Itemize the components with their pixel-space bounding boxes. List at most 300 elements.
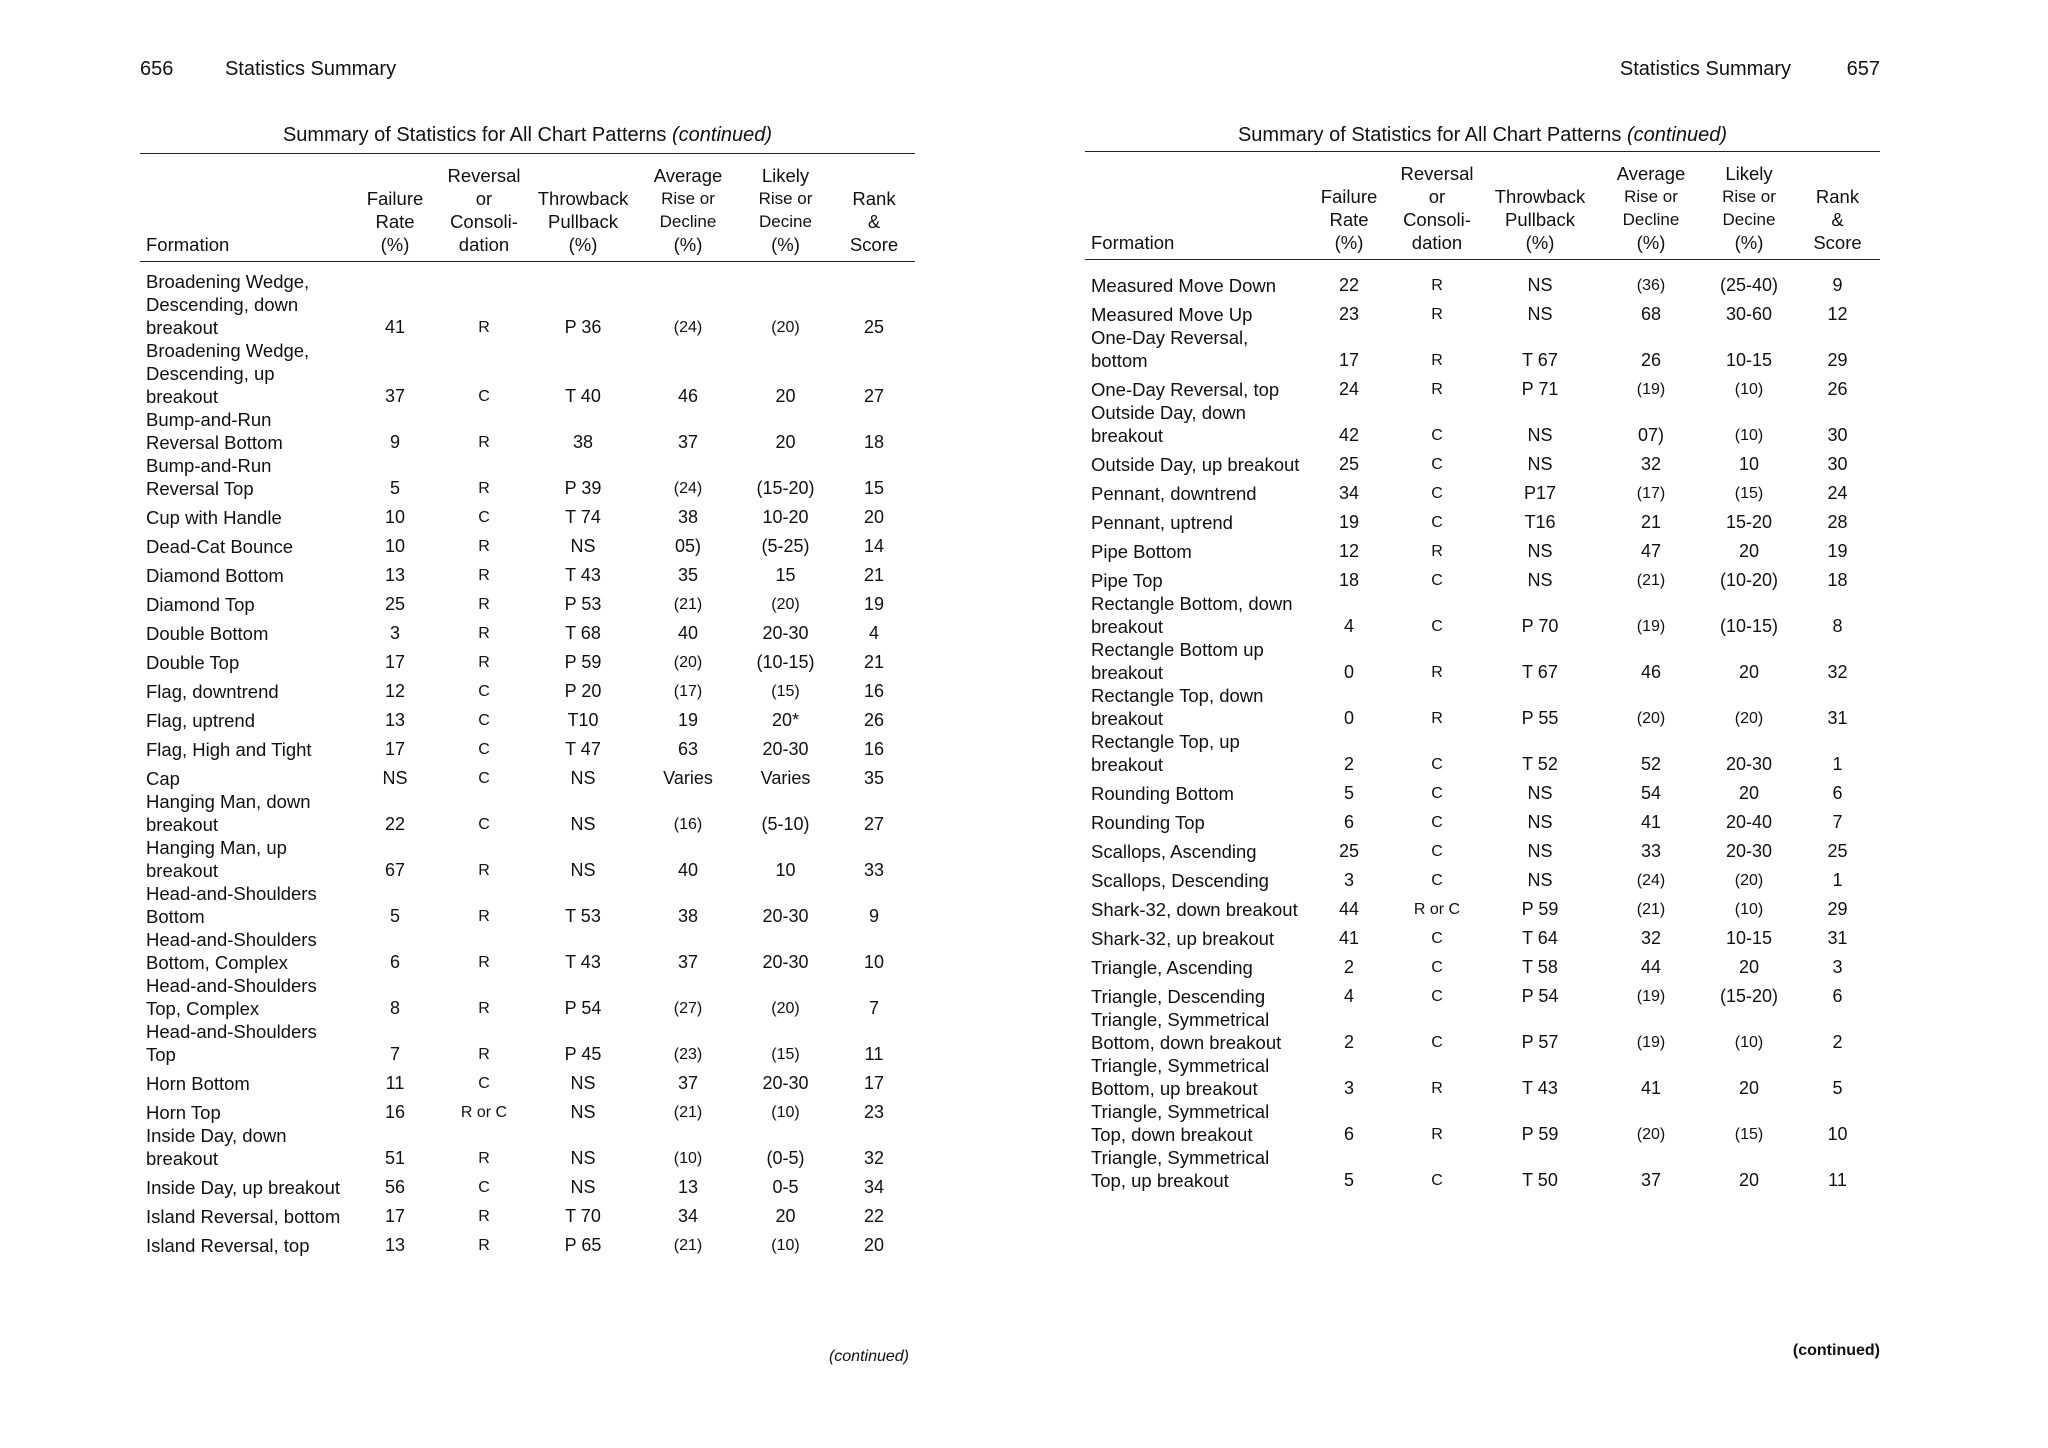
table-row [1085,805,1880,834]
likely-rise-decline-cell: (20) [1734,710,1764,727]
table-row [140,761,915,790]
average-rise-decline-cell: (21) [1636,901,1666,918]
header-row [140,154,915,262]
table-row [1085,401,1880,447]
failure-rate-cell: 13 [384,710,406,730]
rank-score-cell: 18 [863,432,885,452]
average-rise-decline-cell: (21) [673,1104,703,1121]
failure-rate-cell: 41 [1338,928,1360,948]
table-row [140,339,915,408]
likely-rise-decline-cell: 15-20 [1725,512,1773,532]
failure-rate-cell: 11 [385,1073,405,1093]
failure-rate-cell: 16 [384,1102,406,1122]
rank-score-cell: 30 [1827,425,1848,445]
reversal-or-consolidation-cell: C [1431,514,1443,531]
failure-rate-cell: 3 [389,623,400,643]
table-row [140,1020,915,1066]
rank-score-cell: 25 [1827,841,1848,861]
header-failure-rate [1305,152,1393,260]
rank-score-cell: 6 [1832,783,1843,803]
throwback-pullback-cell: P17 [1523,483,1557,503]
failure-rate-cell: 4 [1343,616,1354,636]
reversal-or-consolidation-cell: C [478,816,490,833]
failure-rate-cell: 5 [389,478,400,498]
header-line: (%) [1636,232,1666,253]
average-rise-decline-cell: (19) [1636,1034,1666,1051]
throwback-pullback-cell: NS [1527,304,1553,324]
likely-rise-decline-cell: (20) [771,319,800,336]
throwback-pullback-cell: NS [1527,870,1553,890]
likely-rise-decline-cell: (10) [1734,381,1764,398]
table-row [1085,326,1880,372]
formation-name: Triangle, Symmetrical Top, down breakout [1091,1101,1270,1145]
rank-score-cell: 2 [1832,1032,1843,1052]
throwback-pullback-cell: T 43 [565,565,601,585]
rank-score-cell: 29 [1827,899,1848,919]
likely-rise-decline-cell: 20 [1738,957,1760,977]
average-rise-decline-cell: 19 [677,710,699,730]
reversal-or-consolidation-cell: R [478,567,490,584]
formation-name: Head-and-Shoulders Top, Complex [146,975,317,1019]
header-failure-rate [350,154,440,262]
table-row [1085,1100,1880,1146]
likely-rise-decline-cell: 20-30 [762,906,809,926]
throwback-pullback-cell: T 43 [1522,1078,1558,1098]
reversal-or-consolidation-cell: R [1431,1080,1443,1097]
average-rise-decline-cell: 37 [1640,1170,1662,1190]
formation-name: Broadening Wedge, Descending, down breakout [146,271,310,338]
throwback-pullback-cell: P 20 [564,681,602,701]
failure-rate-cell: 2 [1343,957,1354,977]
header-line: (%) [1734,232,1764,253]
failure-rate-cell: 4 [1343,986,1354,1006]
likely-rise-decline-cell: (10-20) [1719,570,1779,590]
page-number: 657 [1846,58,1880,80]
rank-score-cell: 19 [863,594,885,614]
formation-name: Inside Day, down breakout [146,1125,287,1169]
formation-name: Triangle, Symmetrical Top, up breakout [1091,1147,1270,1191]
throwback-pullback-cell: P 59 [1521,1124,1559,1144]
average-rise-decline-cell: (17) [673,683,703,700]
reversal-or-consolidation-cell: R [1431,352,1443,369]
failure-rate-cell: 0 [1343,708,1354,728]
average-rise-decline-cell: 21 [1640,512,1662,532]
failure-rate-cell: 25 [1338,841,1360,861]
failure-rate-cell: 17 [384,739,406,759]
throwback-pullback-cell: NS [570,860,596,880]
formation-name: Rectangle Bottom, down breakout [1091,593,1293,637]
failure-rate-cell: 17 [384,1206,406,1226]
reversal-or-consolidation-cell: C [1431,572,1443,589]
formation-name: Head-and-Shoulders Top [146,1021,317,1065]
rank-score-cell: 34 [863,1177,885,1197]
header-line: Rise or [758,189,813,208]
throwback-pullback-cell: T 43 [565,952,601,972]
header-line: Decine [759,212,812,231]
average-rise-decline-cell: 68 [1640,304,1662,324]
formation-name: Dead-Cat Bounce [146,536,294,557]
formation-name: Diamond Bottom [146,565,284,586]
likely-rise-decline-cell: (20) [771,596,800,613]
reversal-or-consolidation-cell: C [478,712,490,729]
likely-rise-decline-cell: 20 [1738,783,1760,803]
header-line: Reversal [1400,163,1474,184]
running-head [1620,58,1880,81]
reversal-or-consolidation-cell: R [1431,664,1443,681]
table-row [1085,592,1880,638]
reversal-or-consolidation-cell: R [478,954,490,971]
header-throwback-pullback [528,154,638,262]
table-row [1085,921,1880,950]
rank-score-cell: 27 [863,814,885,834]
formation-name: Pennant, uptrend [1091,512,1233,533]
likely-rise-decline-cell: (10) [1734,427,1764,444]
header-rank-score [833,154,915,262]
header-average-rise-decline [638,154,738,262]
table-row [140,558,915,587]
formation-name: Hanging Man, down breakout [146,791,311,835]
table-row [1085,297,1880,326]
reversal-or-consolidation-cell: C [1431,1172,1443,1189]
likely-rise-decline-cell: (20) [1734,872,1764,889]
average-rise-decline-cell: 07) [1637,425,1664,445]
rank-score-cell: 29 [1827,350,1848,370]
failure-rate-cell: 51 [384,1148,406,1168]
header-line: Likely [1725,163,1773,184]
failure-rate-cell: 25 [384,594,406,614]
table-row [140,1170,915,1199]
average-rise-decline-cell: (24) [673,319,703,336]
failure-rate-cell: 3 [1343,1078,1354,1098]
formation-name: Horn Top [146,1102,221,1123]
formation-name: Triangle, Ascending [1091,957,1253,978]
average-rise-decline-cell: 32 [1640,454,1662,474]
table-title-suffix: (continued) [671,124,773,146]
reversal-or-consolidation-cell: C [1431,814,1443,831]
throwback-pullback-cell: P 70 [1521,616,1559,636]
formation-name: Outside Day, down breakout [1091,402,1246,446]
rank-score-cell: 26 [863,710,885,730]
table-row [140,1199,915,1228]
header-line: & [867,211,881,232]
throwback-pullback-cell: T 74 [565,507,601,527]
formation-name: Measured Move Up [1091,304,1253,325]
throwback-pullback-cell: T 67 [1522,662,1558,682]
table-body [1085,260,1880,1193]
average-rise-decline-cell: 37 [677,1073,699,1093]
table-row [1085,505,1880,534]
throwback-pullback-cell: NS [570,1102,596,1122]
formation-name: Double Bottom [146,623,269,644]
likely-rise-decline-cell: 10 [775,860,796,880]
failure-rate-cell: 17 [1338,350,1360,370]
rank-score-cell: 30 [1827,454,1848,474]
throwback-pullback-cell: NS [570,814,596,834]
rank-score-cell: 12 [1827,304,1848,324]
rank-score-cell: 33 [863,860,885,880]
throwback-pullback-cell: NS [1527,454,1553,474]
formation-name: Rounding Top [1091,812,1205,833]
reversal-or-consolidation-cell: C [1431,485,1443,502]
average-rise-decline-cell: 63 [677,739,699,759]
formation-name: Inside Day, up breakout [146,1177,341,1198]
rank-score-cell: 10 [1827,1124,1848,1144]
likely-rise-decline-cell: (15-20) [1719,986,1779,1006]
average-rise-decline-cell: 35 [677,565,699,585]
header-line: (%) [1525,232,1555,253]
header-line: Pullback [1505,209,1575,230]
throwback-pullback-cell: P 53 [564,594,602,614]
table-row [1085,892,1880,921]
likely-rise-decline-cell: (25-40) [1719,275,1779,295]
formation-name: Flag, High and Tight [146,739,312,760]
reversal-or-consolidation-cell: R [478,480,490,497]
table-row [1085,834,1880,863]
throwback-pullback-cell: P 55 [1521,708,1559,728]
header-line: or [1428,186,1446,207]
table-row [1085,476,1880,505]
reversal-or-consolidation-cell: R [1431,277,1443,294]
formation-name: Hanging Man, up breakout [146,837,287,881]
failure-rate-cell: 12 [1338,541,1360,561]
header-line: Score [849,234,899,255]
formation-name: Flag, downtrend [146,681,279,702]
formation-name: Double Top [146,652,240,673]
rank-score-cell: 31 [1827,708,1848,728]
reversal-or-consolidation-cell: R [1431,381,1443,398]
rank-score-cell: 9 [1832,275,1843,295]
table-header [1085,152,1880,260]
running-head-title: Statistics Summary [1619,58,1792,80]
table-row [1085,638,1880,684]
reversal-or-consolidation-cell: C [1431,618,1443,635]
header-line: Score [1813,232,1862,253]
failure-rate-cell: 5 [1343,783,1354,803]
header-formation: Formation [146,234,230,255]
rank-score-cell: 24 [1827,483,1848,503]
header-line: dation [458,234,510,255]
likely-rise-decline-cell: 10 [1738,454,1760,474]
average-rise-decline-cell: 37 [677,432,699,452]
throwback-pullback-cell: NS [570,536,596,556]
rank-score-cell: 21 [863,652,885,672]
throwback-pullback-cell: NS [1527,841,1553,861]
formation-name: Cup with Handle [146,507,282,528]
reversal-or-consolidation-cell: R [478,625,490,642]
failure-rate-cell: 13 [384,1235,406,1255]
average-rise-decline-cell: (24) [673,480,703,497]
header-line: Failure [366,188,424,209]
likely-rise-decline-cell: 10-15 [1725,928,1773,948]
continued-note: (continued) [828,1348,909,1365]
table-row [140,732,915,761]
likely-rise-decline-cell: (5-10) [761,814,810,834]
average-rise-decline-cell: (21) [673,1237,703,1254]
header-throwback-pullback [1481,152,1599,260]
formation-name: One-Day Reversal, top [1091,379,1280,400]
throwback-pullback-cell: P 54 [564,998,602,1018]
likely-rise-decline-cell: 20-30 [1725,841,1773,861]
table-row [140,645,915,674]
failure-rate-cell: 5 [1343,1170,1354,1190]
rank-score-cell: 14 [863,536,885,556]
header-line: Average [1616,163,1686,184]
table-row [140,974,915,1020]
reversal-or-consolidation-cell: R [1431,710,1443,727]
formation-name: Cap [146,768,180,789]
header-line: Rate [1329,209,1369,230]
table-title [140,124,915,147]
header-line: Pullback [548,211,618,232]
table-row [140,790,915,836]
header-line: Decine [1722,210,1776,229]
rank-score-cell: 28 [1827,512,1848,532]
failure-rate-cell: 3 [1343,870,1354,890]
throwback-pullback-cell: NS [1527,812,1553,832]
throwback-pullback-cell: T 47 [565,739,601,759]
table-row [1085,1054,1880,1100]
failure-rate-cell: 23 [1338,304,1360,324]
rank-score-cell: 11 [864,1044,884,1064]
likely-rise-decline-cell: (10) [771,1237,800,1254]
throwback-pullback-cell: T 68 [565,623,601,643]
statistics-table [1085,151,1880,1192]
failure-rate-cell: 67 [384,860,406,880]
header-line: Consoli- [450,211,518,232]
formation-name: Pipe Bottom [1091,541,1192,562]
failure-rate-cell: 19 [1338,512,1360,532]
formation-name: Outside Day, up breakout [1091,454,1300,475]
throwback-pullback-cell: P 39 [564,478,602,498]
formation-name: Triangle, Descending [1091,986,1266,1007]
formation-name: Pennant, downtrend [1091,483,1257,504]
rank-score-cell: 27 [863,386,885,406]
likely-rise-decline-cell: (5-25) [761,536,810,556]
likely-rise-decline-cell: 10-15 [1725,350,1773,370]
running-head-title: Statistics Summary [224,58,397,80]
formation-name: Broadening Wedge, Descending, up breakout [146,340,310,407]
reversal-or-consolidation-cell: R [1431,1126,1443,1143]
header-line: dation [1411,232,1463,253]
average-rise-decline-cell: 38 [677,906,699,926]
table-row [140,408,915,454]
table-row [140,882,915,928]
header-formation: Formation [1091,232,1175,253]
throwback-pullback-cell: T 40 [565,386,601,406]
average-rise-decline-cell: 26 [1640,350,1662,370]
throwback-pullback-cell: T 67 [1522,350,1558,370]
average-rise-decline-cell: (19) [1636,618,1666,635]
throwback-pullback-cell: T 64 [1522,928,1558,948]
reversal-or-consolidation-cell: R [478,1150,490,1167]
rank-score-cell: 31 [1827,928,1848,948]
rank-score-cell: 16 [863,681,885,701]
reversal-or-consolidation-cell: C [478,1075,490,1092]
average-rise-decline-cell: 34 [677,1206,699,1226]
likely-rise-decline-cell: 20-30 [1725,754,1773,774]
average-rise-decline-cell: 54 [1640,783,1662,803]
likely-rise-decline-cell: (15) [771,1046,800,1063]
rank-score-cell: 32 [1827,662,1848,682]
table-row [1085,563,1880,592]
likely-rise-decline-cell: 20-30 [762,623,809,643]
header-line: or [475,188,493,209]
rank-score-cell: 20 [863,1235,885,1255]
reversal-or-consolidation-cell: R [1431,543,1443,560]
table-row [1085,372,1880,401]
table-row [1085,776,1880,805]
reversal-or-consolidation-cell: C [478,1179,490,1196]
likely-rise-decline-cell: (15) [1734,1126,1764,1143]
failure-rate-cell: 22 [1338,275,1360,295]
failure-rate-cell: 2 [1343,754,1354,774]
table-header [140,154,915,262]
reversal-or-consolidation-cell: R or C [1413,901,1461,918]
average-rise-decline-cell: (17) [1636,485,1666,502]
table-row [1085,534,1880,563]
reversal-or-consolidation-cell: C [1431,427,1443,444]
table-title [1085,124,1880,147]
failure-rate-cell: 6 [1343,812,1354,832]
average-rise-decline-cell: (20) [1636,710,1666,727]
reversal-or-consolidation-cell: R [478,1000,490,1017]
failure-rate-cell: 13 [384,565,406,585]
average-rise-decline-cell: 44 [1640,957,1662,977]
average-rise-decline-cell: (36) [1636,277,1666,294]
likely-rise-decline-cell: (15-20) [756,478,815,498]
average-rise-decline-cell: 41 [1640,812,1662,832]
table-title-suffix: (continued) [1626,124,1728,146]
table-row [1085,447,1880,476]
formation-name: Shark-32, down breakout [1091,899,1298,920]
likely-rise-decline-cell: Varies [760,768,811,788]
average-rise-decline-cell: (19) [1636,988,1666,1005]
failure-rate-cell: 44 [1338,899,1360,919]
header-rank-score [1795,152,1880,260]
throwback-pullback-cell: T16 [1524,512,1556,532]
header-line: Rise or [1722,187,1776,206]
likely-rise-decline-cell: 20 [1738,1170,1760,1190]
throwback-pullback-cell: 38 [572,432,594,452]
failure-rate-cell: 2 [1343,1032,1354,1052]
table-row [1085,1008,1880,1054]
average-rise-decline-cell: 52 [1640,754,1662,774]
average-rise-decline-cell: (20) [1636,1126,1666,1143]
table-title-text: Summary of Statistics for All Chart Patterns [282,124,667,146]
failure-rate-cell: 56 [384,1177,406,1197]
reversal-or-consolidation-cell: R [478,862,490,879]
rank-score-cell: 8 [1832,616,1843,636]
reversal-or-consolidation-cell: C [1431,988,1443,1005]
likely-rise-decline-cell: (10) [771,1104,800,1121]
failure-rate-cell: 9 [389,432,400,452]
table-body [140,262,915,1258]
average-rise-decline-cell: (27) [673,1000,703,1017]
average-rise-decline-cell: 40 [677,623,699,643]
likely-rise-decline-cell: 20-40 [1725,812,1773,832]
rank-score-cell: 3 [1832,957,1843,977]
throwback-pullback-cell: T 58 [1522,957,1558,977]
reversal-or-consolidation-cell: C [1431,1034,1443,1051]
likely-rise-decline-cell: 20 [1738,662,1760,682]
likely-rise-decline-cell: (15) [1734,485,1764,502]
average-rise-decline-cell: Varies [663,768,713,788]
reversal-or-consolidation-cell: C [1431,785,1443,802]
average-rise-decline-cell: (21) [673,596,703,613]
header-line: Decline [1622,210,1680,229]
likely-rise-decline-cell: (15) [771,683,800,700]
throwback-pullback-cell: P 54 [1521,986,1559,1006]
